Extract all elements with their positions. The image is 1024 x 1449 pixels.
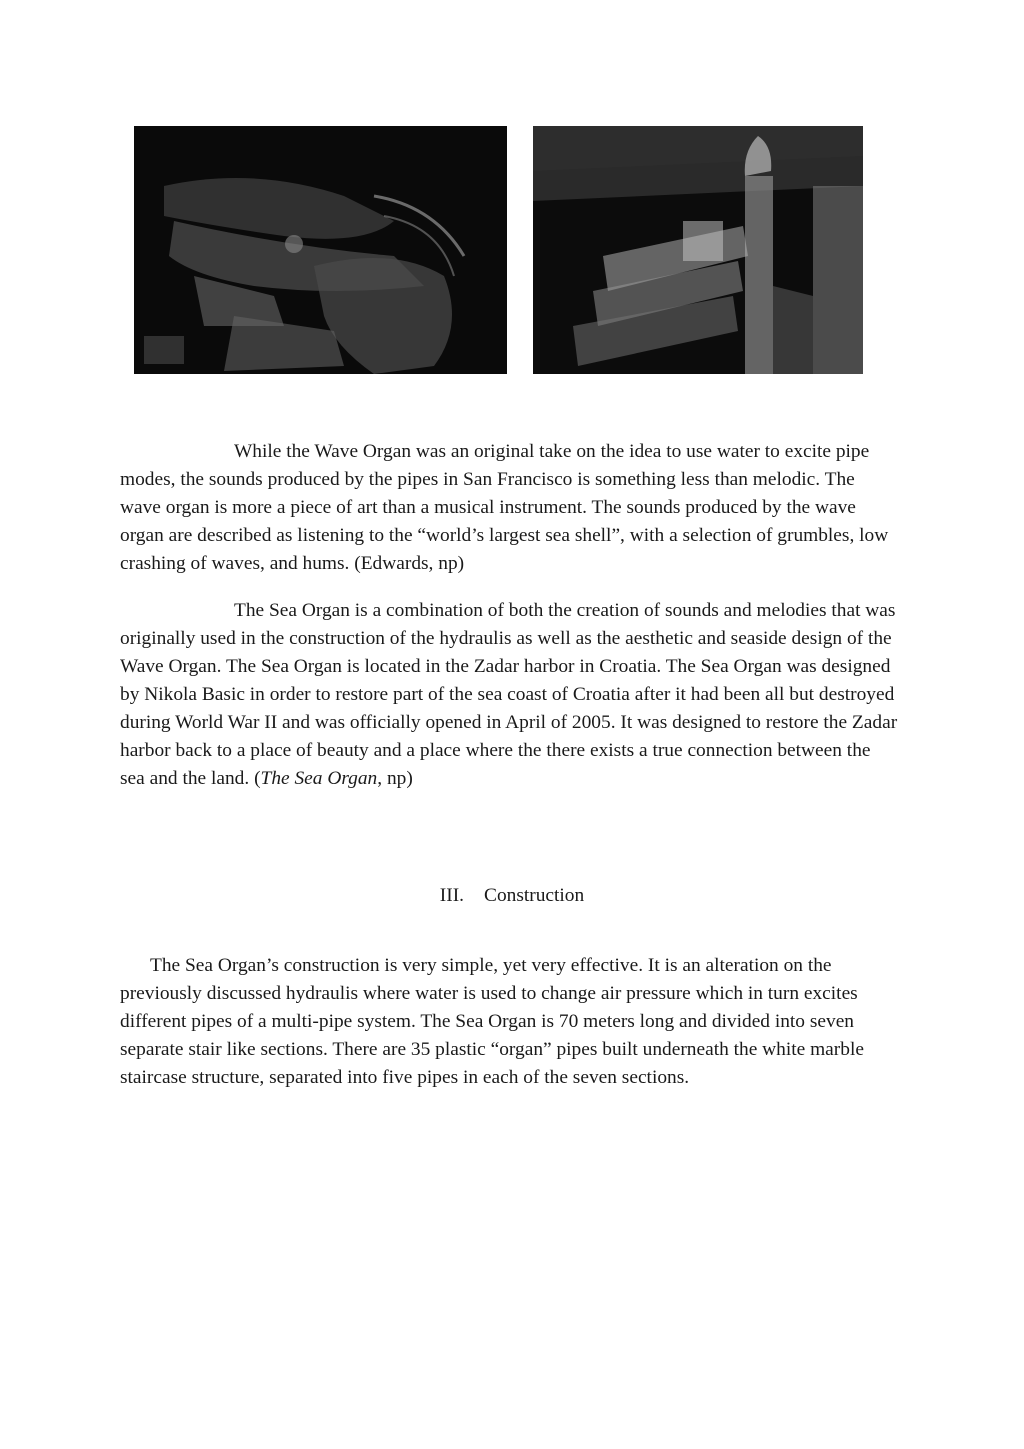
section-title: Construction [484,885,585,906]
paragraph-wave-organ-sound: While the Wave Organ was an original take on the idea to use water to excite pipe modes, the sounds produced by the pipes in San Francisco is something less than melodic. The wave organ is more a piece of art than a musical instrument. The sounds produced by the wave organ are described as listening to the “world’s largest sea shell”, with a selection of grumbles, low crashing of waves, and hums. (Edwards, np) [120,441,889,574]
paragraph-construction: The Sea Organ’s construction is very simple, yet very effective. It is an alteration on the previously discussed hydraulis where water is used to change air pressure which in turn excites different pipes of a multi-pipe system. The Sea Organ is 70 meters long and divided into seven separate stair like sections. There are 35 plastic “organ” pipes built underneath the white marble staircase structure, separated into five pipes in each of the seven sections. [120,955,864,1088]
citation-rest: , np) [377,768,413,789]
paragraph-sea-organ-intro [120,597,900,793]
wave-organ-photo-graphic [134,126,507,374]
section-number: III. [439,885,465,906]
paragraph-sea-organ-intro-text: The Sea Organ is a combination of both the creation of sounds and melodies that was originally used in the construction of the hydraulis as well as the aesthetic and seaside design of the Wave Organ. The Sea Organ is located in the Zadar harbor in Croatia. The Sea Organ was designed by Nikola Basic in order to restore part of the sea coast of Croatia after it had been all but destroyed during World War II and was officially opened in April of 2005. It was designed to restore the Zadar harbor back to a place of beauty and a place where the there exists a true connection between the sea and the land. [120,600,898,789]
sea-organ-photo-graphic [533,126,863,374]
sea-organ-photo [533,126,863,374]
wave-organ-photo [134,126,507,374]
section-heading [0,882,1024,910]
citation-title: The Sea Organ [260,768,378,789]
citation-open: ( [254,768,261,789]
